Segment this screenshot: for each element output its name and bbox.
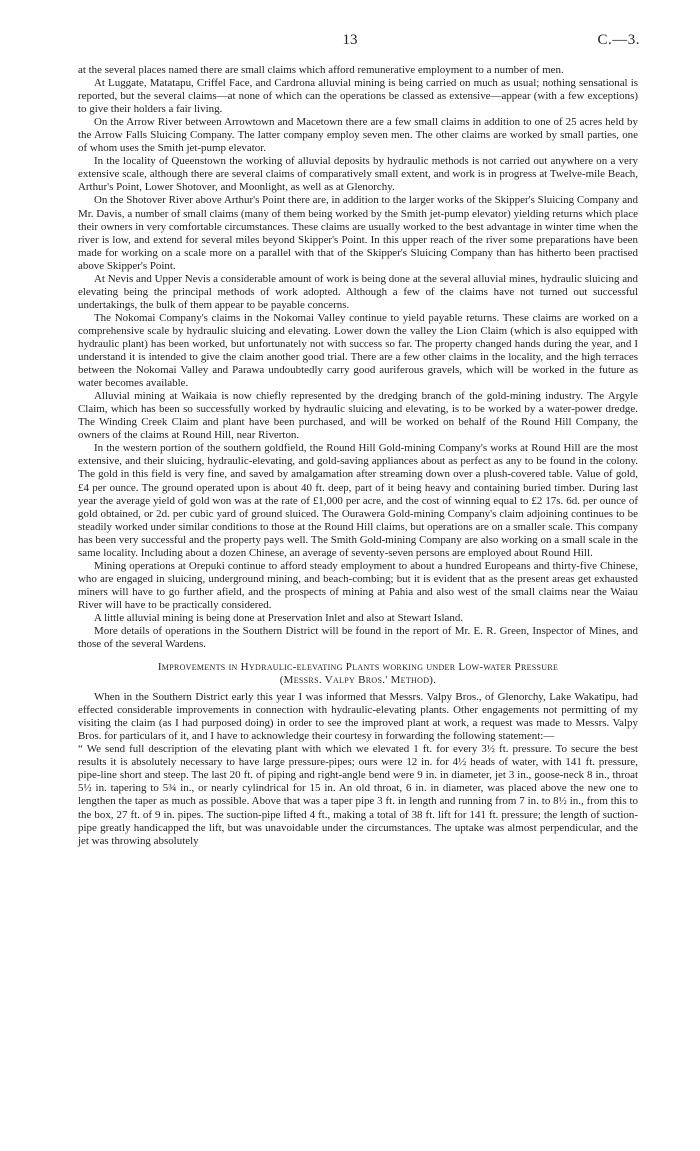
section-heading-subline: (Messrs. Valpy Bros.' Method). xyxy=(279,674,437,687)
paragraph: A little alluvial mining is being done at Preservation Inlet and also at Stewart Island. xyxy=(94,611,464,624)
paragraph: In the locality of Queenstown the working of alluvial deposits by hydraulic methods is not carried out anywhere on a very extensive scale, although there are several claims of comparatively small extent, and work is in progress at Twelve-mile Beach, Arthur's Point, Lower Shotover, and Moonlight, as well as at Glenorchy. xyxy=(78,155,638,194)
paragraph: More details of operations in the Southern District will be found in the report of Mr. E. R. Green, Inspector of Mines, and those of the several Wardens. xyxy=(78,625,638,651)
paragraph: On the Arrow River between Arrowtown and Macetown there are a few small claims in addition to one of 25 acres held by the Arrow Falls Sluicing Company. The latter company employ seven men. The other claims are worked by small parties, one of whom uses the Smith jet-pump elevator. xyxy=(78,116,638,155)
paragraph: At Nevis and Upper Nevis a considerable amount of work is being done at the several alluvial mines, hydraulic sluicing and elevating being the principal methods of work adopted. Although a few of the claims have not turned out successful undertakings, the bulk of them appear to be payable concerns. xyxy=(78,272,638,311)
page-number: 13 xyxy=(342,32,358,48)
paragraph: The Nokomai Company's claims in the Nokomai Valley continue to yield payable returns. These claims are worked on a comprehensive scale by hydraulic sluicing and elevating. Lower down the valley the Lion Claim (which is also equipped with hydraulic plant) has been worked, but unfortunately not with success so far. The property changed hands during the year, and I understand it is intended to give the claim another good trial. There are a few other claims in the locality, and the high terraces between the Nokomai Valley and Parawa undoubtedly carry good auriferous gravels, which will be worked in the future as water becomes available. xyxy=(78,311,638,390)
paragraph: In the western portion of the southern goldfield, the Round Hill Gold-mining Company's works at Round Hill are the most extensive, and their sluicing, hydraulic-elevating, and gold-saving appliances about as perfect as any to be found in the colony. The gold in this field is very fine, and saved by amalgamation after streaming down over a plush-covered table. Value of gold, £4 per ounce. The ground operated upon is about 40 ft. deep, part of it being heavy and containing buried timber. During last year the average yield of gold won was at the rate of £1,000 per acre, and the cost of winning equal to £2 17s. 6d. per ounce of gold obtained, or 2d. per cubic yard of ground sluiced. The Ourawera Gold-mining Company's claim adjoining continues to be steadily worked under similar conditions to those at the Round Hill claims, but operations are on a smaller scale. This company has been very successful and the property pays well. The Smith Gold-mining Company are also working on a small scale in the same locality. Including about a dozen Chinese, an average of seventy-seven persons are employed about Round Hill. xyxy=(78,442,638,559)
section-heading xyxy=(78,661,638,687)
paragraph: Alluvial mining at Waikaia is now chiefly represented by the dredging branch of the gold-mining industry. The Argyle Claim, which has been so successfully worked by hydraulic sluicing and elevating, is to be worked by a water-power dredge. The Winding Creek Claim and plant have been purchased, and will be worked on behalf of the Round Hill Company, the owners of the claims at Round Hill, near Riverton. xyxy=(78,390,638,442)
paragraph: At Luggate, Matatapu, Criffel Face, and Cardrona alluvial mining is being carried on much as usual; nothing sensational is reported, but the several claims—at none of which can the operations be classed as extensive—appear (with a few exceptions) to give their holders a fair living. xyxy=(78,77,638,116)
paragraph: Mining operations at Orepuki continue to afford steady employment to about a hundred Europeans and thirty-five Chinese, who are engaged in sluicing, underground mining, and beach-combing; but it is evident that as the present areas get exhausted miners will have to go further afield, and the prospects of mining at Pahia and also west of the small claims near the Waiau River will have to be practically considered. xyxy=(78,559,638,611)
paragraph: When in the Southern District early this year I was informed that Messrs. Valpy Bros., of Glenorchy, Lake Wakatipu, had effected considerable improvements in connection with hydraulic-elevating plants. Other engagements not permitting of my visiting the claim (as I had purposed doing) in order to see the improved plant at work, a request was made to Messrs. Valpy Bros. for particulars of it, and I have to acknowledge their courtesy in forwarding the following statement:— xyxy=(78,691,638,743)
page-header xyxy=(60,32,640,54)
paragraph: On the Shotover River above Arthur's Point there are, in addition to the larger works of the Skipper's Sluicing Company and Mr. Davis, a number of small claims (many of them being worked by the Smith jet-pump elevator) yielding returns which place their owners in very comfortable circumstances. These claims are usually worked to the best advantage in winter time when the river is low, and extend for several miles beyond Skipper's Point. In this upper reach of the river some preparations have been made for working on a scale more on a parallel with that of the Skipper's Sluicing Company than has hitherto been practised above Skipper's Point. xyxy=(78,194,638,272)
document-reference: C.—3. xyxy=(597,32,640,48)
quoted-paragraph: “ We send full description of the elevating plant with which we elevated 1 ft. for every 3½ ft. pressure. To secure the best results it is absolutely necessary to have large pressure-pipes; ours were 12 in. for 4½ heads of water, with 141 ft. pressure, pipe-line short and steep. The last 20 ft. of piping and right-angle bend were 9 in. in diameter, jet 3 in., goose-neck 8 in., throat 5½ in. tapering to 5¾ in., or nearly cylindrical for 15 in. An old throat, 6 in. in diameter, was placed above the new one to lengthen the taper as much as possible. Above that was a taper pipe 3 ft. in length and running from 7 in. to 8½ in., from this to the box, 27 ft. of 9 in. pipes. The suction-pipe lifted 4 ft., making a total of 38 ft. lift for 141 ft. pressure; the length of suction-pipe greatly handicapped the lift, but was unavoidable under the circumstances. The uptake was almost perpendicular, and the jet was throwing absolutely xyxy=(78,743,638,847)
document-body xyxy=(78,64,638,848)
section-heading-line: Improvements in Hydraulic-elevating Plants working under Low-water Pressure xyxy=(157,661,559,674)
paragraph: at the several places named there are small claims which afford remunerative employment to a number of men. xyxy=(78,64,564,76)
